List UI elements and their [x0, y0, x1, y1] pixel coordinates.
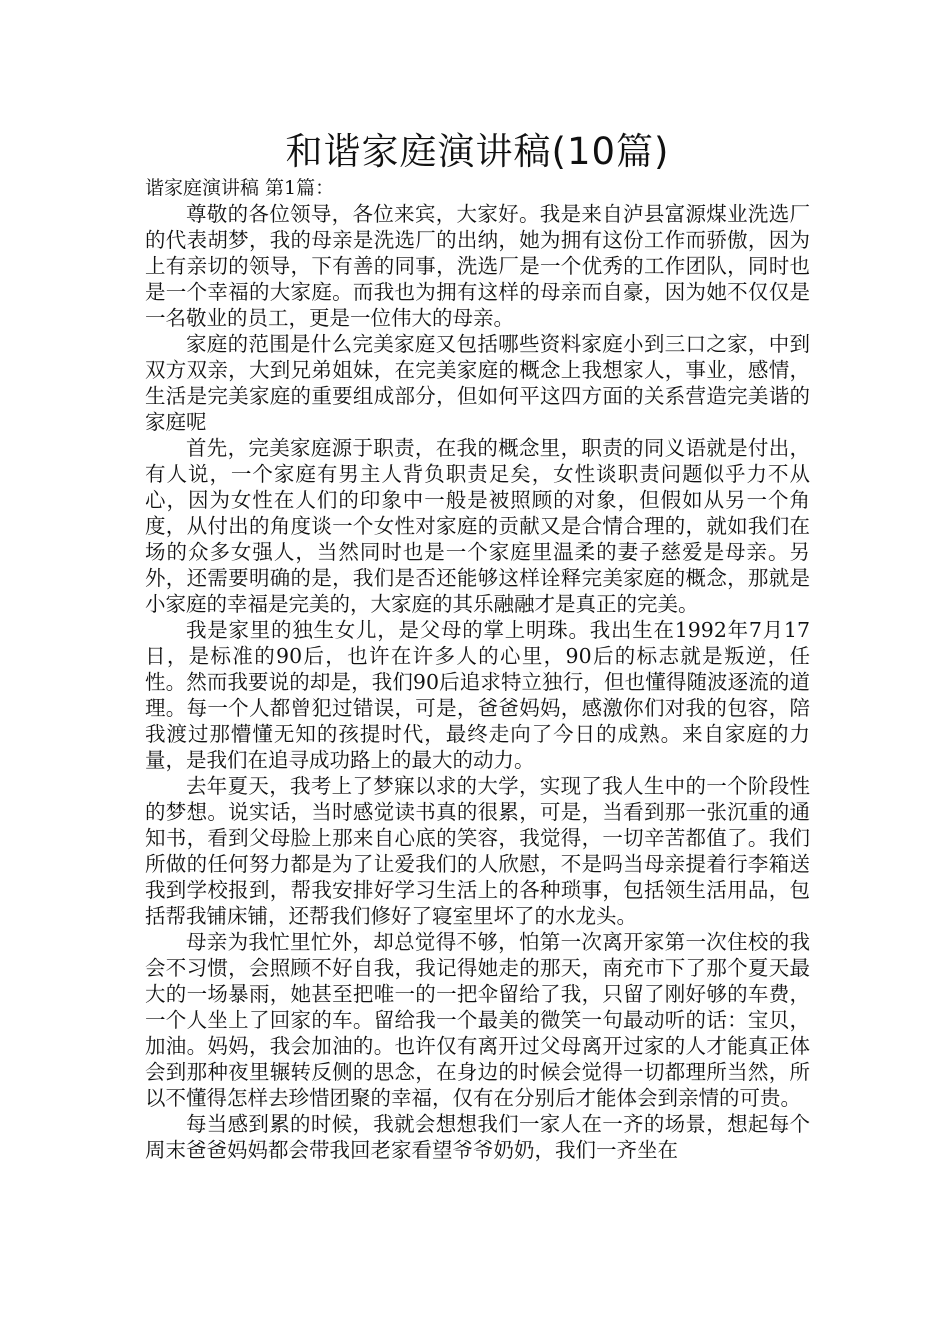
document-page: [145, 128, 810, 1163]
paragraph: 去年夏天，我考上了梦寐以求的大学，实现了我人生中的一个阶段性的梦想。说实话，当时感觉读书真的很累，可是，当看到那一张沉重的通知书，看到父母脸上那来自心底的笑容，我觉得，一切辛苦都值了。我们所做的任何努力都是为了让爱我们的人欣慰，不是吗当母亲提着行李箱送我到学校报到，帮我安排好学习生活上的各种琐事，包括领生活用品，包括帮我铺床铺，还帮我们修好了寝室里坏了的水龙头。: [145, 774, 810, 928]
paragraph: 我是家里的独生女儿，是父母的掌上明珠。我出生在1992年7月17日，是标准的90后，也许在许多人的心里，90后的标志就是叛逆，任性。然而我要说的却是，我们90后追求特立独行，但也懂得随波逐流的道理。每一个人都曾犯过错误，可是，爸爸妈妈，感激你们对我的包容，陪我渡过那懵懂无知的孩提时代，最终走向了今日的成熟。来自家庭的力量，是我们在追寻成功路上的最大的动力。: [145, 618, 810, 772]
section-heading: 谐家庭演讲稿 第1篇：: [145, 177, 335, 199]
paragraph: 尊敬的各位领导，各位来宾，大家好。我是来自泸县富源煤业洗选厂的代表胡梦，我的母亲是洗选厂的出纳，她为拥有这份工作而骄傲，因为上有亲切的领导，下有善的同事，洗选厂是一个优秀的工作团队，同时也是一个幸福的大家庭。而我也为拥有这样的母亲而自豪，因为她不仅仅是一名敬业的员工，更是一位伟大的母亲。: [145, 202, 810, 330]
document-title: 和谐家庭演讲稿(10篇): [285, 130, 670, 173]
paragraph: 首先，完美家庭源于职责，在我的概念里，职责的同义语就是付出，有人说，一个家庭有男主人背负职责足矣，女性谈职责问题似乎力不从心，因为女性在人们的印象中一般是被照顾的对象，但假如从另一个角度，从付出的角度谈一个女性对家庭的贡献又是合情合理的，就如我们在场的众多女强人，当然同时也是一个家庭里温柔的妻子慈爱是母亲。另外，还需要明确的是，我们是否还能够这样诠释完美家庭的概念，那就是小家庭的幸福是完美的，大家庭的其乐融融才是真正的完美。: [145, 436, 810, 616]
paragraph: 家庭的范围是什么完美家庭又包括哪些资料家庭小到三口之家，中到双方双亲，大到兄弟姐妹，在完美家庭的概念上我想家人，事业，感情，生活是完美家庭的重要组成部分，但如何平这四方面的关系营造完美谐的家庭呢: [145, 332, 810, 434]
paragraph: 每当感到累的时候，我就会想想我们一家人在一齐的场景，想起每个周末爸爸妈妈都会带我回老家看望爷爷奶奶，我们一齐坐在: [145, 1112, 810, 1162]
paragraph: 母亲为我忙里忙外，却总觉得不够，怕第一次离开家第一次住校的我会不习惯，会照顾不好自我，我记得她走的那天，南充市下了那个夏天最大的一场暴雨，她甚至把唯一的一把伞留给了我，只留了刚好够的车费，一个人坐上了回家的车。留给我一个最美的微笑一句最动听的话：宝贝，加油。妈妈，我会加油的。也许仅有离开过父母离开过家的人才能真正体会到那种夜里辗转反侧的思念，在身边的时候会觉得一切都理所当然，所以不懂得怎样去珍惜团聚的幸福，仅有在分别后才能体会到亲情的可贵。: [145, 930, 810, 1110]
